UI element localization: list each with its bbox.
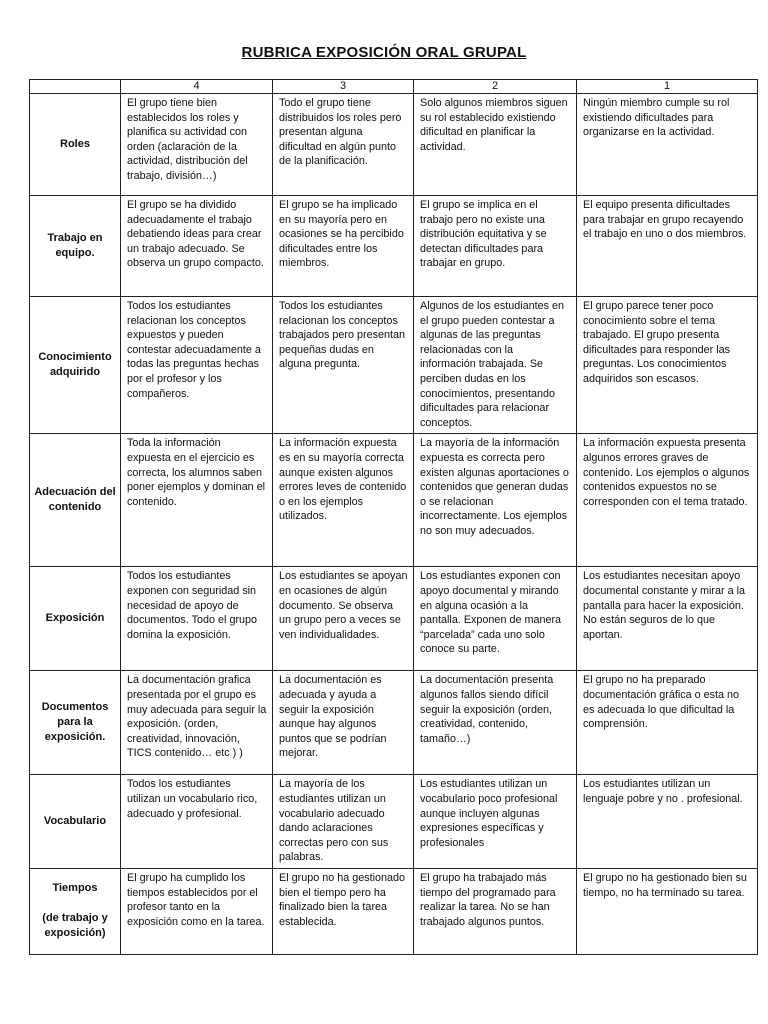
level-header-2: 2 — [414, 80, 577, 94]
table-row-vocabulario — [30, 775, 758, 869]
level-header-1: 1 — [577, 80, 758, 94]
criterion-label: Trabajo en equipo. — [30, 196, 121, 297]
rubric-cell: Solo algunos miembros siguen su rol establecido existiendo dificultad en planificar la actividad. — [414, 94, 577, 196]
rubric-cell: El grupo no ha gestionado bien el tiempo pero ha finalizado bien la tarea establecida. — [273, 868, 414, 954]
criterion-label: Documentos para la exposición. — [30, 671, 121, 775]
rubric-cell: La información expuesta es en su mayoría correcta aunque existen algunos errores leves de contenido o en los ejemplos utilizados. — [273, 434, 414, 567]
rubric-cell: El grupo ha cumplido los tiempos establecidos por el profesor tanto en la exposición como en la tarea. — [121, 868, 273, 954]
rubric-cell: Los estudiantes exponen con apoyo documental y mirando en alguna ocasión a la pantalla. Exponen de manera “parcelada” cada uno solo conoce su parte. — [414, 567, 577, 671]
rubric-cell: Todos los estudiantes utilizan un vocabulario rico, adecuado y profesional. — [121, 775, 273, 869]
table-row-trabajo-en-equipo — [30, 196, 758, 297]
rubric-cell: El grupo no ha gestionado bien su tiempo, no ha terminado su tarea. — [577, 868, 758, 954]
criterion-label: Vocabulario — [30, 775, 121, 869]
criterion-label: Exposición — [30, 567, 121, 671]
rubric-cell: La mayoría de los estudiantes utilizan un vocabulario adecuado dando aclaraciones correctas pero con sus palabras. — [273, 775, 414, 869]
rubric-table — [29, 79, 758, 955]
rubric-cell: El grupo se implica en el trabajo pero no existe una distribución equitativa y se detectan dificultades para trabajar en grupo. — [414, 196, 577, 297]
rubric-cell: El grupo parece tener poco conocimiento sobre el tema trabajado. El grupo presenta dificultades para responder las preguntas. Los conocimientos adquiridos son escasos. — [577, 297, 758, 434]
rubric-cell: Todo el grupo tiene distribuidos los roles pero presentan alguna dificultad en algún punto de la planificación. — [273, 94, 414, 196]
level-header-4: 4 — [121, 80, 273, 94]
criterion-label: Adecuación del contenido — [30, 434, 121, 567]
level-header-3: 3 — [273, 80, 414, 94]
rubric-cell: Algunos de los estudiantes en el grupo pueden contestar a algunas de las preguntas relacionadas con la información trabajada. Se perciben dudas en los conocimientos, presentando dificultades para relacionar conceptos. — [414, 297, 577, 434]
rubric-cell: La documentación grafica presentada por el grupo es muy adecuada para seguir la exposición. (orden, creatividad, innovación, TICS contenido… etc ) ) — [121, 671, 273, 775]
rubric-cell: El grupo ha trabajado más tiempo del programado para realizar la tarea. No se han trabajado algunos puntos. — [414, 868, 577, 954]
rubric-cell: Ningún miembro cumple su rol existiendo dificultades para organizarse en la actividad. — [577, 94, 758, 196]
rubric-cell: Todos los estudiantes relacionan los conceptos expuestos y pueden contestar adecuadamente a todas las preguntas hechas por el profesor y los compañeros. — [121, 297, 273, 434]
table-row-conocimiento — [30, 297, 758, 434]
rubric-cell: El equipo presenta dificultades para trabajar en grupo recayendo el trabajo en uno o dos miembros. — [577, 196, 758, 297]
table-row-roles — [30, 94, 758, 196]
rubric-cell: El grupo se ha implicado en su mayoría pero en ocasiones se ha percibido dificultades entre los miembros. — [273, 196, 414, 297]
rubric-cell: Todos los estudiantes exponen con seguridad sin necesidad de apoyo de documentos. Todo el grupo domina la exposición. — [121, 567, 273, 671]
rubric-cell: Los estudiantes se apoyan en ocasiones de algún documento. Se observa un grupo pero a veces se ven individualidades. — [273, 567, 414, 671]
rubric-cell: Toda la información expuesta en el ejercicio es correcta, los alumnos saben poner ejemplos y dominan el contenido. — [121, 434, 273, 567]
table-row-adecuacion — [30, 434, 758, 567]
rubric-cell: El grupo tiene bien establecidos los roles y planifica su actividad con orden (aclaración de la actividad, distribución del trabajo, división…) — [121, 94, 273, 196]
table-row-exposicion — [30, 567, 758, 671]
header-row — [30, 80, 758, 94]
criterion-label: Tiempos (de trabajo y exposición) — [30, 868, 121, 954]
document-title: RUBRICA EXPOSICIÓN ORAL GRUPAL — [241, 44, 527, 61]
header-blank-cell — [30, 80, 121, 94]
table-row-tiempos — [30, 868, 758, 954]
rubric-cell: Los estudiantes utilizan un vocabulario poco profesional aunque incluyen algunas expresiones específicas y profesionales — [414, 775, 577, 869]
rubric-cell: El grupo se ha dividido adecuadamente el trabajo debatiendo ideas para crear un trabajo adecuado. Se observa un grupo compacto. — [121, 196, 273, 297]
rubric-cell: Todos los estudiantes relacionan los conceptos trabajados pero presentan pequeñas dudas en alguna pregunta. — [273, 297, 414, 434]
rubric-cell: La información expuesta presenta algunos errores graves de contenido. Los ejemplos o algunos contenidos expuestos no se corresponden con el tema tratado. — [577, 434, 758, 567]
rubric-cell: La documentación presenta algunos fallos siendo difícil seguir la exposición (orden, creatividad, contenido, tamaño…) — [414, 671, 577, 775]
rubric-cell: Los estudiantes necesitan apoyo documental constante y mirar a la pantalla para hacer la exposición. No están seguros de lo que aportan. — [577, 567, 758, 671]
table-row-documentos — [30, 671, 758, 775]
rubric-cell: Los estudiantes utilizan un lenguaje pobre y no . profesional. — [577, 775, 758, 869]
rubric-cell: La mayoría de la información expuesta es correcta pero existen algunas aportaciones o contenidos que generan dudas o se relacionan incorrectamente. Los ejemplos no son muy adecuados. — [414, 434, 577, 567]
rubric-cell: El grupo no ha preparado documentación gráfica o esta no es adecuada lo que dificultad la comprensión. — [577, 671, 758, 775]
rubric-cell: La documentación es adecuada y ayuda a seguir la exposición aunque hay algunos puntos que se podrían mejorar. — [273, 671, 414, 775]
criterion-label: Conocimiento adquirido — [30, 297, 121, 434]
criterion-label: Roles — [30, 94, 121, 196]
